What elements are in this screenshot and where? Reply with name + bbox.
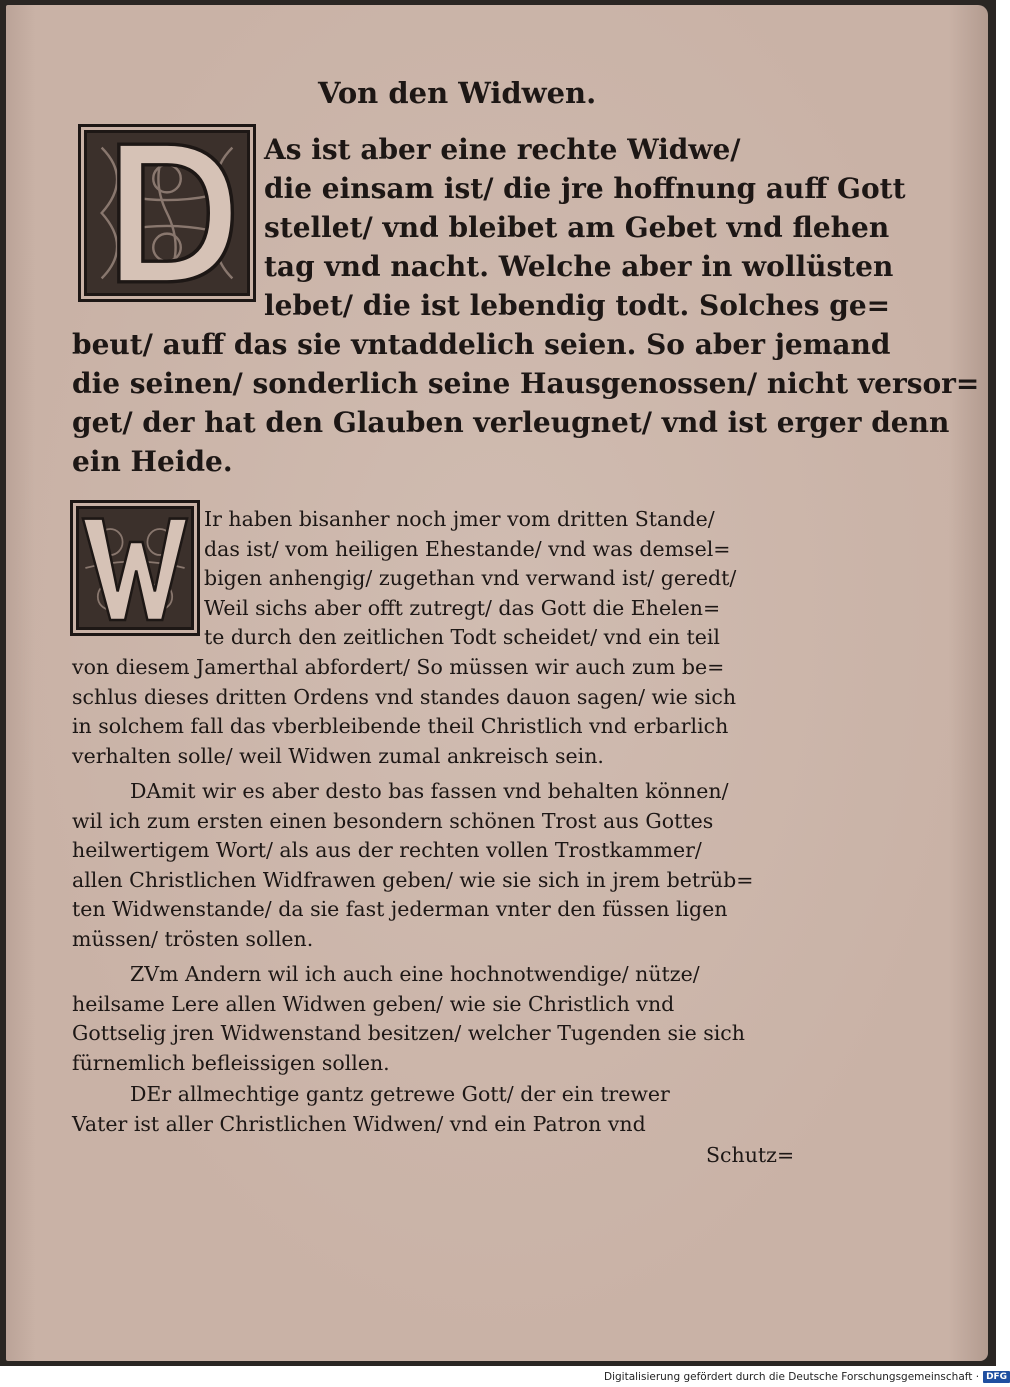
catchword: Schutz= [706,1143,795,1167]
text-line: te durch den zeitlichen Todt scheidet/ vnd ein teil [204,625,720,650]
text-line: wil ich zum ersten einen besondern schönen Trost aus Gottes [72,808,714,833]
text-line: beut/ auff das sie vntaddelich seien. So aber jemand [72,328,891,361]
text-line: verhalten solle/ weil Widwen zumal ankreisch sein. [72,743,604,768]
text-line: ZVm Andern wil ich auch eine hochnotwendige/ nütze/ [130,962,700,986]
paragraph-4 [72,960,745,1078]
text-line: DAmit wir es aber desto bas fassen vnd behalten können/ [130,779,729,803]
page-heading: Von den Widwen. [318,76,597,110]
text-line: heilwertigem Wort/ als aus der rechten vollen Trostkammer/ [72,838,702,863]
text-line: bigen anhengig/ zugethan vnd verwand ist/ geredt/ [204,566,737,591]
text-line: das ist/ vom heiligen Ehestande/ vnd was demsel= [204,536,731,561]
text-line: As ist aber eine rechte Widwe/ [264,133,741,166]
text-line: fürnemlich befleissigen sollen. [72,1050,390,1075]
text-line: Ir haben bisanher noch jmer vom dritten Stande/ [204,507,715,531]
text-line: Gottselig jren Widwenstand besitzen/ welcher Tugenden sie sich [72,1021,745,1046]
text-line: ein Heide. [72,445,233,478]
paragraph-2 [72,505,736,771]
dfg-logo-icon: DFG [983,1371,1010,1383]
text-line: stellet/ vnd bleibet am Gebet vnd flehen [264,211,890,244]
text-line: DEr allmechtige gantz getrewe Gott/ der ein trewer [130,1082,670,1106]
paragraph-1 [72,130,979,481]
footer-text: Digitalisierung gefördert durch die Deutsche Forschungsgemeinschaft · [604,1371,980,1383]
text-line: schlus dieses dritten Ordens vnd standes dauon sagen/ wie sich [72,684,737,709]
text-line: Weil sichs aber offt zutregt/ das Gott die Ehelen= [204,595,721,620]
text-line: die seinen/ sonderlich seine Hausgenossen/ nicht versor= [72,367,980,400]
paragraph-5 [72,1080,670,1139]
text-line: heilsame Lere allen Widwen geben/ wie sie Christlich vnd [72,991,675,1016]
text-line: Vater ist aller Christlichen Widwen/ vnd ein Patron vnd [72,1111,646,1136]
text-line: von diesem Jamerthal abfordert/ So müssen wir auch zum be= [72,654,725,679]
paragraph-3 [72,777,753,955]
text-line: in solchem fall das vberbleibende theil Christlich vnd erbarlich [72,714,729,739]
text-line: müssen/ trösten sollen. [72,926,314,951]
text-line: die einsam ist/ die jre hoffnung auff Gott [264,172,906,205]
text-line: ten Widwenstande/ da sie fast jederman vnter den füssen ligen [72,897,728,922]
funding-footer [604,1371,1010,1383]
text-line: allen Christlichen Widfrawen geben/ wie sie sich in jrem betrüb= [72,867,754,892]
text-line: get/ der hat den Glauben verleugnet/ vnd ist erger denn [72,406,950,439]
text-line: tag vnd nacht. Welche aber in wollüsten [264,250,894,283]
text-line: lebet/ die ist lebendig todt. Solches ge= [264,289,891,322]
